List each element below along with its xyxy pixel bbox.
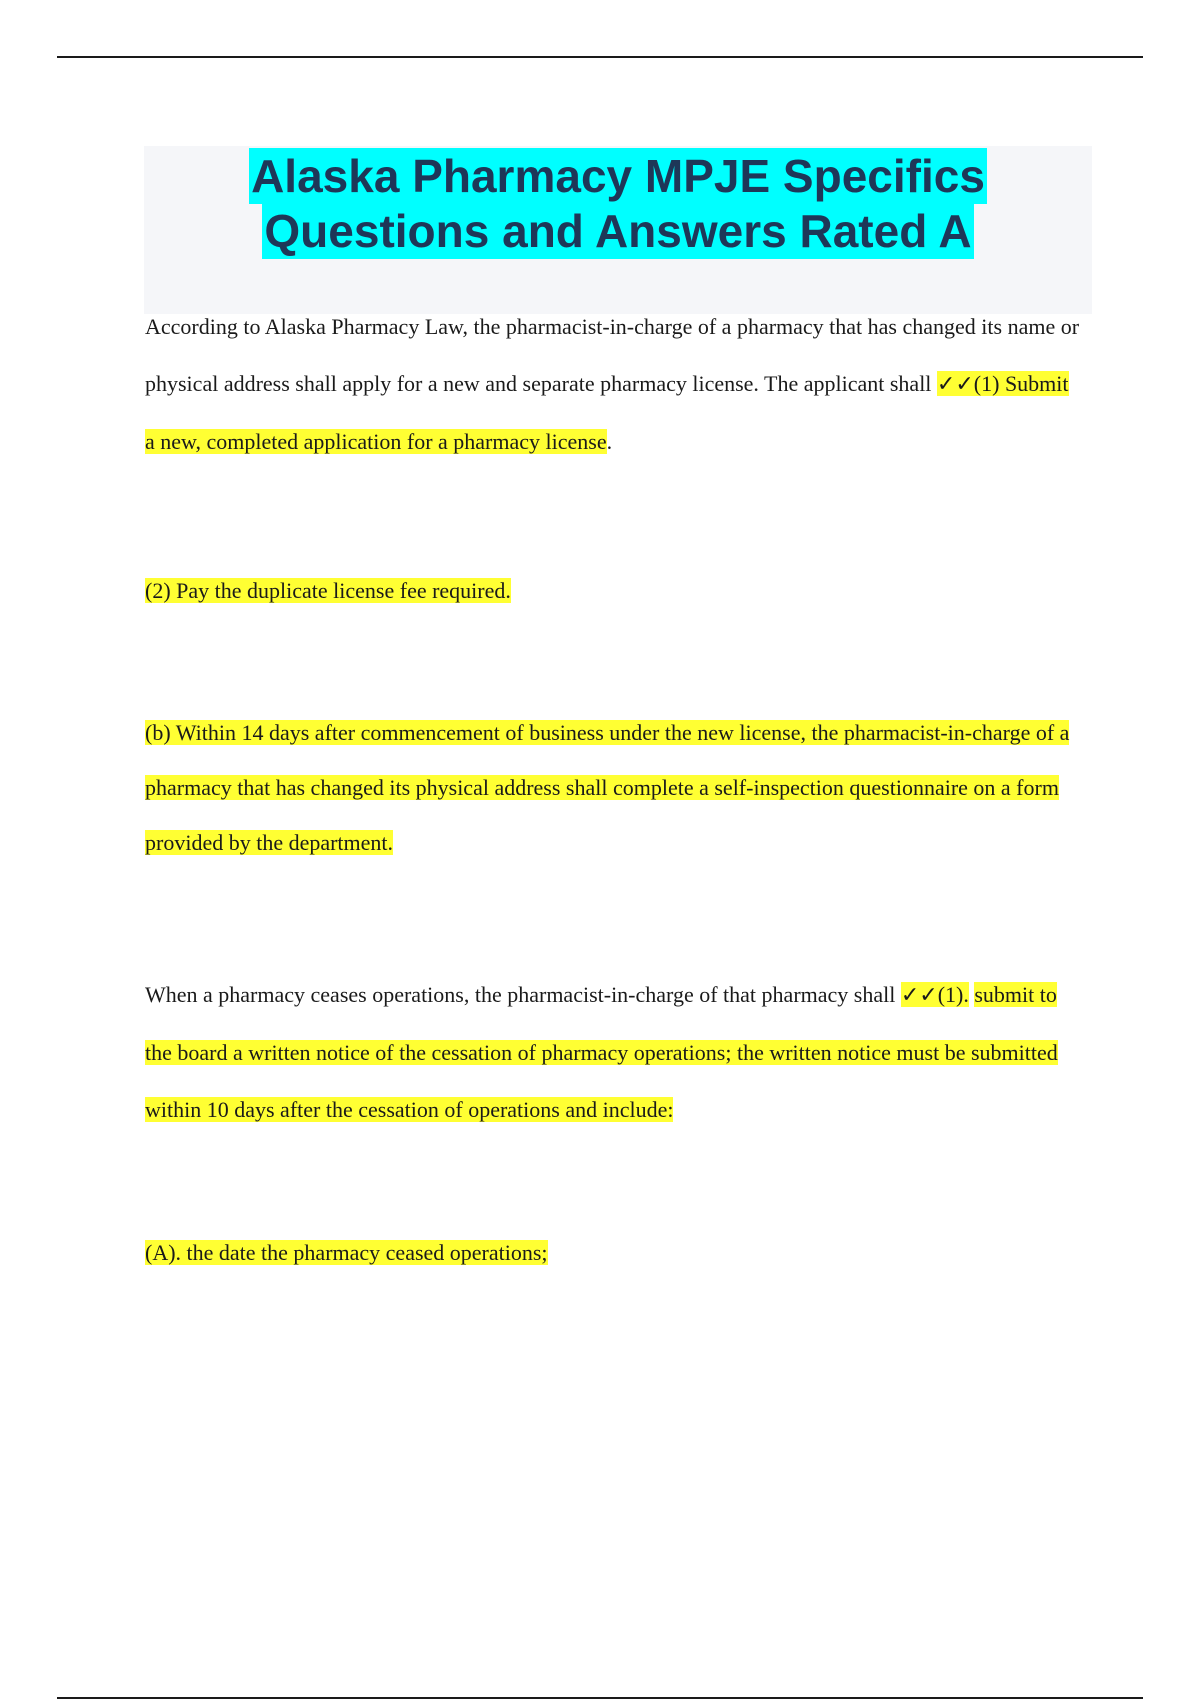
- document-title-line-1: Alaska Pharmacy MPJE Specifics: [251, 150, 985, 202]
- answer-date-text: (A). the date the pharmacy ceased operations;: [145, 1240, 548, 1265]
- question-2-text: When a pharmacy ceases operations, the pharmacist-in-charge of that pharmacy shall: [145, 982, 896, 1007]
- question-1-answer-tail: .: [606, 429, 613, 454]
- question-2-answer-start: [901, 982, 969, 1007]
- double-check-icon: ✓✓: [936, 372, 974, 397]
- double-check-icon: ✓✓: [900, 983, 938, 1008]
- question-2: [145, 966, 1080, 1138]
- footer-rule: [57, 1697, 1143, 1699]
- answer-fee-text: (2) Pay the duplicate license fee required.: [145, 578, 511, 603]
- answer-self-inspection-paragraph: [145, 705, 1080, 870]
- question-1-text: According to Alaska Pharmacy Law, the pharmacist-in-charge of a pharmacy that has changed its name or physical address shall apply for a new and separate pharmacy license. The applicant shall: [145, 314, 1080, 396]
- question-2-answer-number: (1).: [937, 982, 969, 1007]
- title-panel: [144, 146, 1092, 314]
- answer-fee-paragraph: [145, 562, 1080, 619]
- header-rule: [57, 56, 1143, 58]
- question-1: [145, 298, 1080, 470]
- document-title-line-2: Questions and Answers Rated A: [264, 205, 972, 257]
- question-1-answer-text: (1) Submit a new, completed application for a pharmacy license: [145, 371, 1069, 454]
- answer-self-inspection-text: (b) Within 14 days after commencement of business under the new license, the pharmacist-in-charge of a pharmacy that has changed its physical address shall complete a self-inspection questionnaire on a form provided by the department.: [145, 720, 1070, 855]
- answer-date-paragraph: [145, 1224, 1080, 1281]
- question-2-answer-text: submit to the board a written notice of the cessation of pharmacy operations; the written notice must be submitted within 10 days after the cessation of operations and include:: [145, 982, 1058, 1122]
